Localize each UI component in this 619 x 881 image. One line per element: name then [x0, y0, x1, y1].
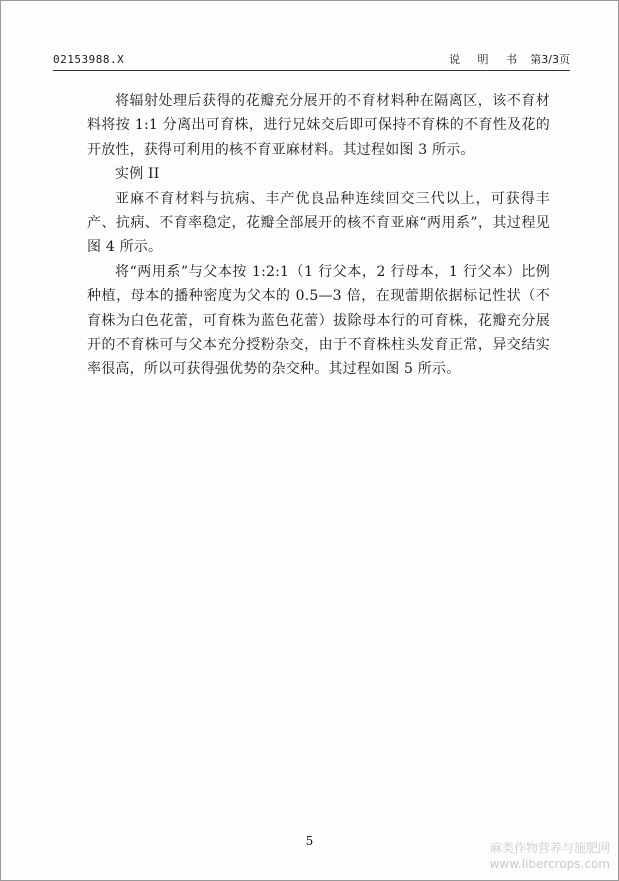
document-title: 说 明 书 [449, 53, 524, 66]
section-heading-example-2: 实例 II [115, 166, 160, 183]
watermark-url: www.libercrops.com [489, 857, 610, 871]
page-header [53, 53, 570, 67]
document-body [87, 89, 550, 382]
header-divider [53, 70, 570, 71]
watermark [490, 840, 610, 872]
paragraph-3: 将“两用系”与父本按 1:2:1（1 行父本，2 行母本，1 行父本）比例种植，母本的播种密度为父本的 0.5—3 倍，在现蕾期依据标记性状（不育株为白色花蕾，可育株为蓝色花蕾）拔除母本行的可育株，花瓣充分展开的不育株可与父本充分授粉杂交，由于不育株柱头发育正常，异交结实率很高，所以可获得强优势的杂交种。其过程如图 5 所示。 [87, 263, 550, 378]
page-number: 5 [305, 834, 314, 848]
document-number: 02153988.X [53, 53, 125, 66]
paragraph-1: 将辐射处理后获得的花瓣充分展开的不育材料种在隔离区，该不育材料将按 1:1 分离出可育株，进行兄妹交后即可保持不育株的不育性及花的开放性，获得可利用的核不育亚麻材料。其过程如图 3 所示。 [87, 93, 550, 158]
page-count: 第3/3页 [530, 53, 570, 66]
watermark-title: 麻类作物营养与施肥网 [489, 841, 610, 855]
paragraph-2: 亚麻不育材料与抗病、丰产优良品种连续回交三代以上，可获得丰产、抗病、不育率稳定，花瓣全部展开的核不育亚麻“两用系”，其过程见图 4 所示。 [87, 190, 550, 256]
